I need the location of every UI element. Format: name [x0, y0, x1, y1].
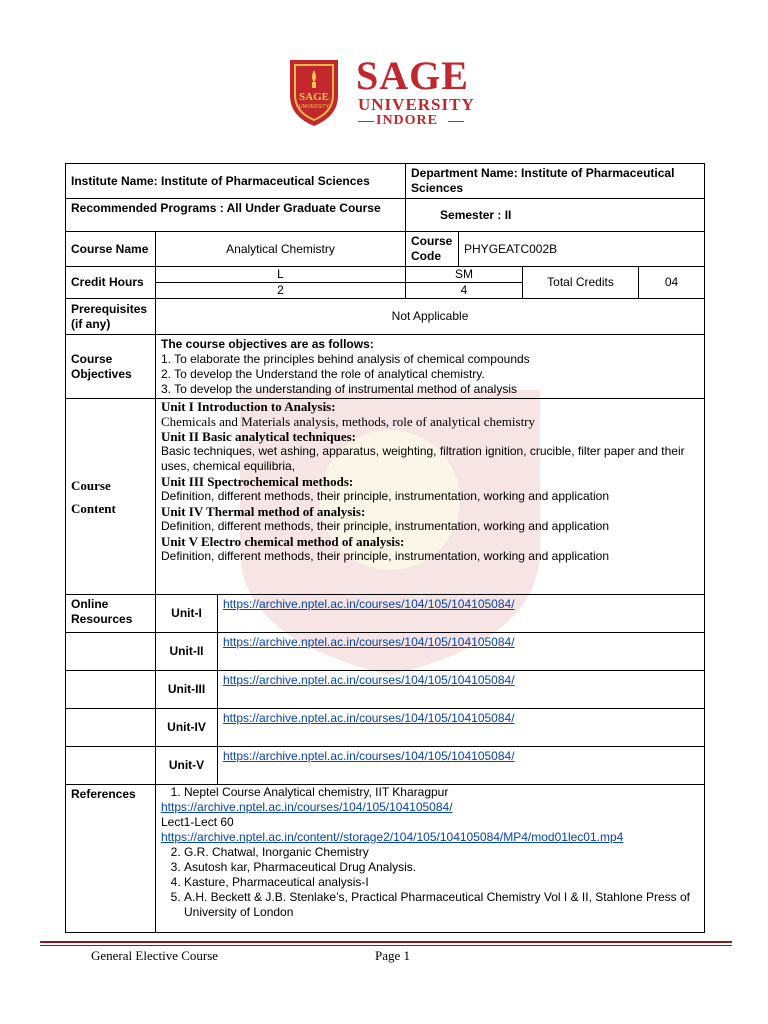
unit-body: Chemicals and Materials analysis, methods, role of analytical chemistry	[161, 414, 536, 429]
online-unit-link-cell	[218, 671, 705, 709]
objectives-label: Course Objectives	[66, 335, 156, 399]
reference-item: 5. A.H. Beckett & J.B. Stenlake’s, Practical Pharmaceutical Chemistry Vol I & II, Stahlone Press of University of London	[184, 890, 699, 920]
content-body	[156, 399, 705, 595]
objectives-heading: The course objectives are as follows:	[161, 336, 374, 351]
footer-rule	[40, 941, 732, 943]
course-code: PHYGEATC002B	[459, 232, 705, 267]
online-unit-label: Unit-V	[156, 747, 218, 785]
reference-item	[184, 785, 699, 800]
content-label	[66, 399, 156, 595]
sm-value: 4	[406, 283, 523, 299]
online-resource-link[interactable]: https://archive.nptel.ac.in/courses/104/105/104105084/	[223, 711, 515, 725]
empty-cell	[66, 747, 156, 785]
content-label-line1: Course	[71, 477, 111, 493]
online-unit-label: Unit-III	[156, 671, 218, 709]
logo-name: SAGE	[356, 53, 469, 98]
logo-city: INDORE	[376, 113, 439, 128]
empty-cell	[66, 633, 156, 671]
objective-item: 2. To develop the Understand the role of analytical chemistry.	[161, 366, 485, 381]
online-resource-link[interactable]: https://archive.nptel.ac.in/courses/104/105/104105084/	[223, 673, 515, 687]
online-unit-label: Unit-II	[156, 633, 218, 671]
online-resources-label: Online Resources	[66, 595, 156, 633]
prerequisites-label: Prerequisites (if any)	[66, 299, 156, 335]
total-credits-value: 04	[639, 267, 705, 299]
reference-item: 3. Asutosh kar, Pharmaceutical Drug Analysis.	[184, 860, 699, 875]
footer-page-number: Page 1	[375, 948, 411, 963]
online-resource-link[interactable]: https://archive.nptel.ac.in/courses/104/105/104105084/	[223, 597, 515, 611]
online-unit-link-cell	[218, 633, 705, 671]
objective-item: 3. To develop the understanding of instrumental method of analysis	[161, 381, 518, 396]
unit-title: Unit III Spectrochemical methods:	[161, 474, 354, 489]
footer-course-type: General Elective Course	[91, 948, 219, 963]
course-name-label: Course Name	[66, 232, 156, 267]
references-list	[161, 785, 699, 800]
course-code-label: Course Code	[406, 232, 459, 267]
online-unit-link-cell	[218, 709, 705, 747]
course-name: Analytical Chemistry	[156, 232, 406, 267]
reference-item: 2. G.R. Chatwal, Inorganic Chemistry	[184, 845, 699, 860]
online-unit-label: Unit-IV	[156, 709, 218, 747]
sm-label: SM	[406, 267, 523, 283]
objective-item: 1. To elaborate the principles behind analysis of chemical compounds	[161, 351, 530, 366]
unit-title: Unit II Basic analytical techniques:	[161, 429, 357, 444]
empty-cell	[66, 709, 156, 747]
reference-item: 4. Kasture, Pharmaceutical analysis-I	[184, 875, 699, 890]
logo-divider-right	[448, 121, 464, 122]
unit-title: Unit V Electro chemical method of analysis:	[161, 534, 405, 549]
footer-rule-thin	[40, 945, 732, 946]
unit-body: Definition, different methods, their principle, instrumentation, working and application	[161, 519, 610, 533]
reference-video-link[interactable]: https://archive.nptel.ac.in/content//storage2/104/105/104105084/MP4/mod01lec01.mp4	[161, 830, 624, 844]
university-logo	[286, 53, 486, 132]
reference-text: Neptel Course Analytical chemistry, IIT Kharagpur	[184, 785, 449, 799]
empty-cell	[66, 671, 156, 709]
objectives-content	[156, 335, 705, 399]
institute-name: Institute Name: Institute of Pharmaceutical Sciences	[66, 164, 406, 199]
recommended-programs: Recommended Programs : All Under Graduate Course	[66, 199, 406, 232]
unit-title: Unit I Introduction to Analysis:	[161, 399, 336, 414]
reference-link[interactable]: https://archive.nptel.ac.in/courses/104/105/104105084/	[161, 800, 453, 814]
shield-text: SAGE	[299, 91, 329, 103]
department-name: Department Name: Institute of Pharmaceutical Sciences	[406, 164, 705, 199]
references-label: References	[66, 785, 156, 933]
prerequisites-value: Not Applicable	[156, 299, 705, 335]
credit-hours-label: Credit Hours	[66, 267, 156, 299]
logo-divider-left	[358, 121, 374, 122]
shield-emblem-icon	[286, 56, 342, 128]
reference-lecture-range: Lect1-Lect 60	[161, 815, 234, 829]
unit-body: Basic techniques, wet ashing, apparatus, weighting, filtration ignition, crucible, filter paper and their uses, chemical equilibria,	[161, 444, 685, 473]
lecture-label: L	[156, 267, 406, 283]
total-credits-label: Total Credits	[523, 267, 639, 299]
course-table	[65, 163, 705, 933]
references-list-continued	[161, 845, 699, 920]
logo-university: UNIVERSITY	[358, 95, 475, 114]
unit-body: Definition, different methods, their principle, instrumentation, working and application	[161, 489, 610, 503]
unit-title: Unit IV Thermal method of analysis:	[161, 504, 366, 519]
online-resource-link[interactable]: https://archive.nptel.ac.in/courses/104/105/104105084/	[223, 635, 515, 649]
shield-subtext: UNIVERSITY	[298, 104, 330, 110]
unit-body: Definition, different methods, their principle, instrumentation, working and application	[161, 549, 610, 563]
online-unit-link-cell	[218, 747, 705, 785]
online-unit-label: Unit-I	[156, 595, 218, 633]
semester: Semester : II	[406, 199, 705, 232]
online-resource-link[interactable]: https://archive.nptel.ac.in/courses/104/105/104105084/	[223, 749, 515, 763]
online-unit-link-cell	[218, 595, 705, 633]
content-label-line2: Content	[71, 500, 116, 516]
lecture-value: 2	[156, 283, 406, 299]
references-content	[156, 785, 705, 933]
